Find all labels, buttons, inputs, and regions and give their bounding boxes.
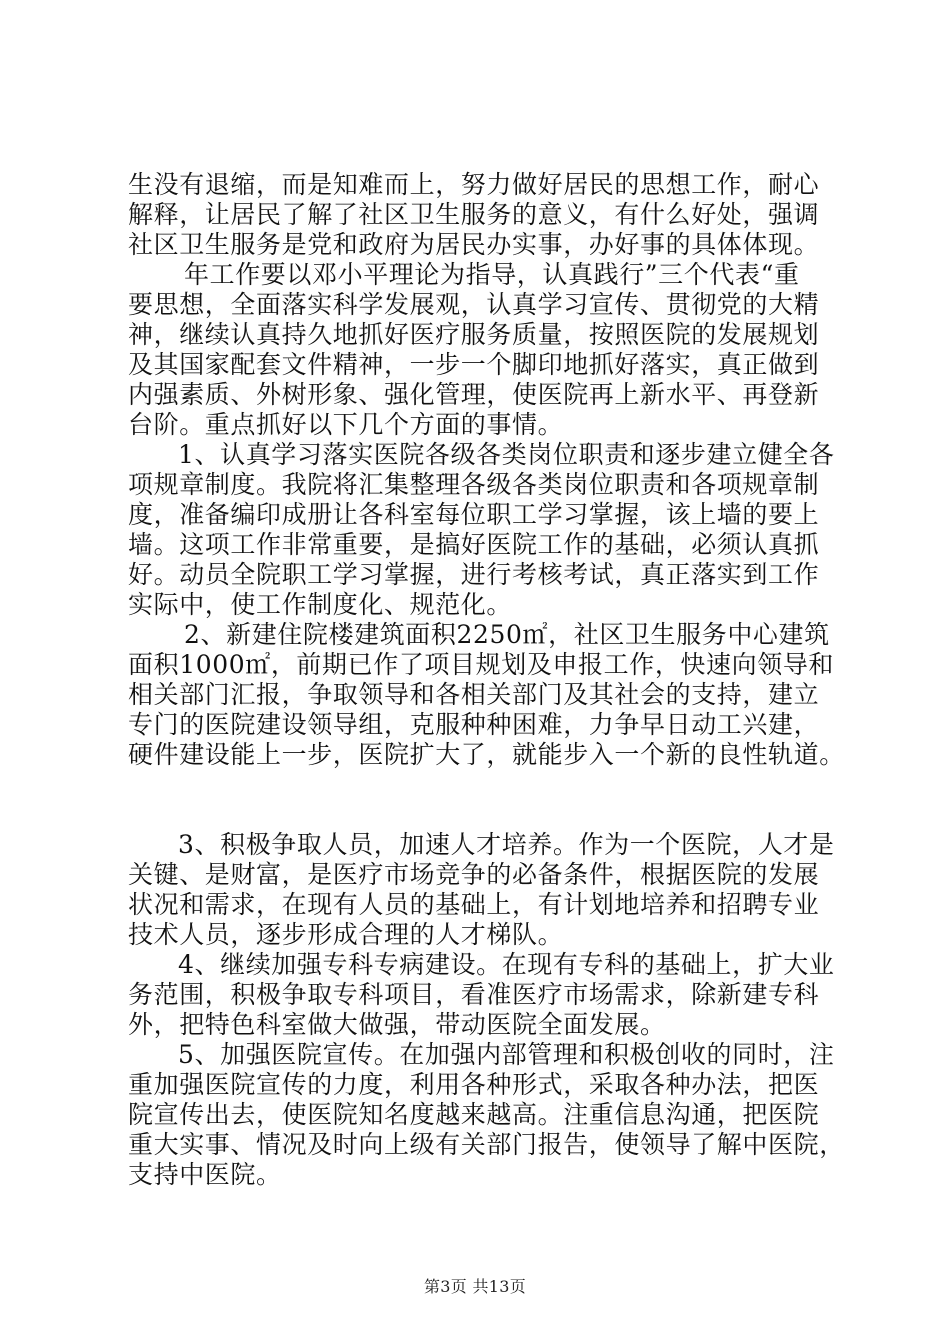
page-number-footer: 第3页 共13页 (423, 1277, 527, 1296)
text-line: 度，准备编印成册让各科室每位职工学习掌握，该上墙的要上 (128, 500, 820, 529)
text-line: 生没有退缩，而是知难而上，努力做好居民的思想工作，耐心 (128, 170, 820, 199)
text-line: 重大实事、情况及时向上级有关部门报告，使领导了解中医院， (128, 1130, 845, 1159)
text-line: 支持中医院。 (128, 1160, 282, 1189)
text-line: 实际中，使工作制度化、规范化。 (128, 590, 513, 619)
paragraph-gap (128, 800, 840, 830)
text-line: 要思想，全面落实科学发展观，认真学习宣传、贯彻党的大精 (128, 290, 820, 319)
document-body (128, 170, 845, 1190)
text-line: 重加强医院宣传的力度，利用各种形式，采取各种办法，把医 (128, 1070, 820, 1099)
text-line: 院宣传出去，使医院知名度越来越高。注重信息沟通，把医院 (128, 1100, 820, 1129)
text-line: 面积1000㎡，前期已作了项目规划及申报工作，快速向领导和 (128, 650, 835, 679)
list-item-4-start: 4、继续加强专科专病建设。在现有专科的基础上，扩大业 (178, 950, 835, 979)
text-line: 墙。这项工作非常重要，是搞好医院工作的基础，必须认真抓 (128, 530, 820, 559)
text-line: 及其国家配套文件精神，一步一个脚印地抓好落实，真正做到 (128, 350, 820, 379)
paragraph-gap (128, 770, 840, 800)
text-line: 内强素质、外树形象、强化管理，使医院再上新水平、再登新 (128, 380, 820, 409)
list-item-3-start: 3、积极争取人员，加速人才培养。作为一个医院，人才是 (178, 830, 835, 859)
text-line: 专门的医院建设领导组，克服种种困难，力争早日动工兴建， (128, 710, 820, 739)
text-line: 关键、是财富，是医疗市场竞争的必备条件，根据医院的发展 (128, 860, 820, 889)
text-line: 外，把特色科室做大做强，带动医院全面发展。 (128, 1010, 666, 1039)
text-line: 相关部门汇报，争取领导和各相关部门及其社会的支持，建立 (128, 680, 820, 709)
text-line: 台阶。重点抓好以下几个方面的事情。 (128, 410, 564, 439)
text-line: 硬件建设能上一步，医院扩大了，就能步入一个新的良性轨道。 (128, 740, 845, 769)
paragraph-start-line: 年工作要以邓小平理论为指导，认真践行”三个代表“重 (184, 260, 800, 289)
text-line: 社区卫生服务是党和政府为居民办实事，办好事的具体体现。 (128, 230, 820, 259)
text-line: 项规章制度。我院将汇集整理各级各类岗位职责和各项规章制 (128, 470, 820, 499)
text-line: 解释，让居民了解了社区卫生服务的意义，有什么好处，强调 (128, 200, 820, 229)
text-line: 技术人员，逐步形成合理的人才梯队。 (128, 920, 564, 949)
text-line: 好。动员全院职工学习掌握，进行考核考试，真正落实到工作 (128, 560, 820, 589)
text-line: 神，继续认真持久地抓好医疗服务质量，按照医院的发展规划 (128, 320, 820, 349)
list-item-2-start: 2、新建住院楼建筑面积2250㎡，社区卫生服务中心建筑 (184, 620, 830, 649)
list-item-5-start: 5、加强医院宣传。在加强内部管理和积极创收的同时，注 (178, 1040, 835, 1069)
text-line: 状况和需求，在现有人员的基础上，有计划地培养和招聘专业 (128, 890, 820, 919)
text-line: 务范围，积极争取专科项目，看准医疗市场需求，除新建专科 (128, 980, 820, 1009)
list-item-1-start: 1、认真学习落实医院各级各类岗位职责和逐步建立健全各 (178, 440, 835, 469)
